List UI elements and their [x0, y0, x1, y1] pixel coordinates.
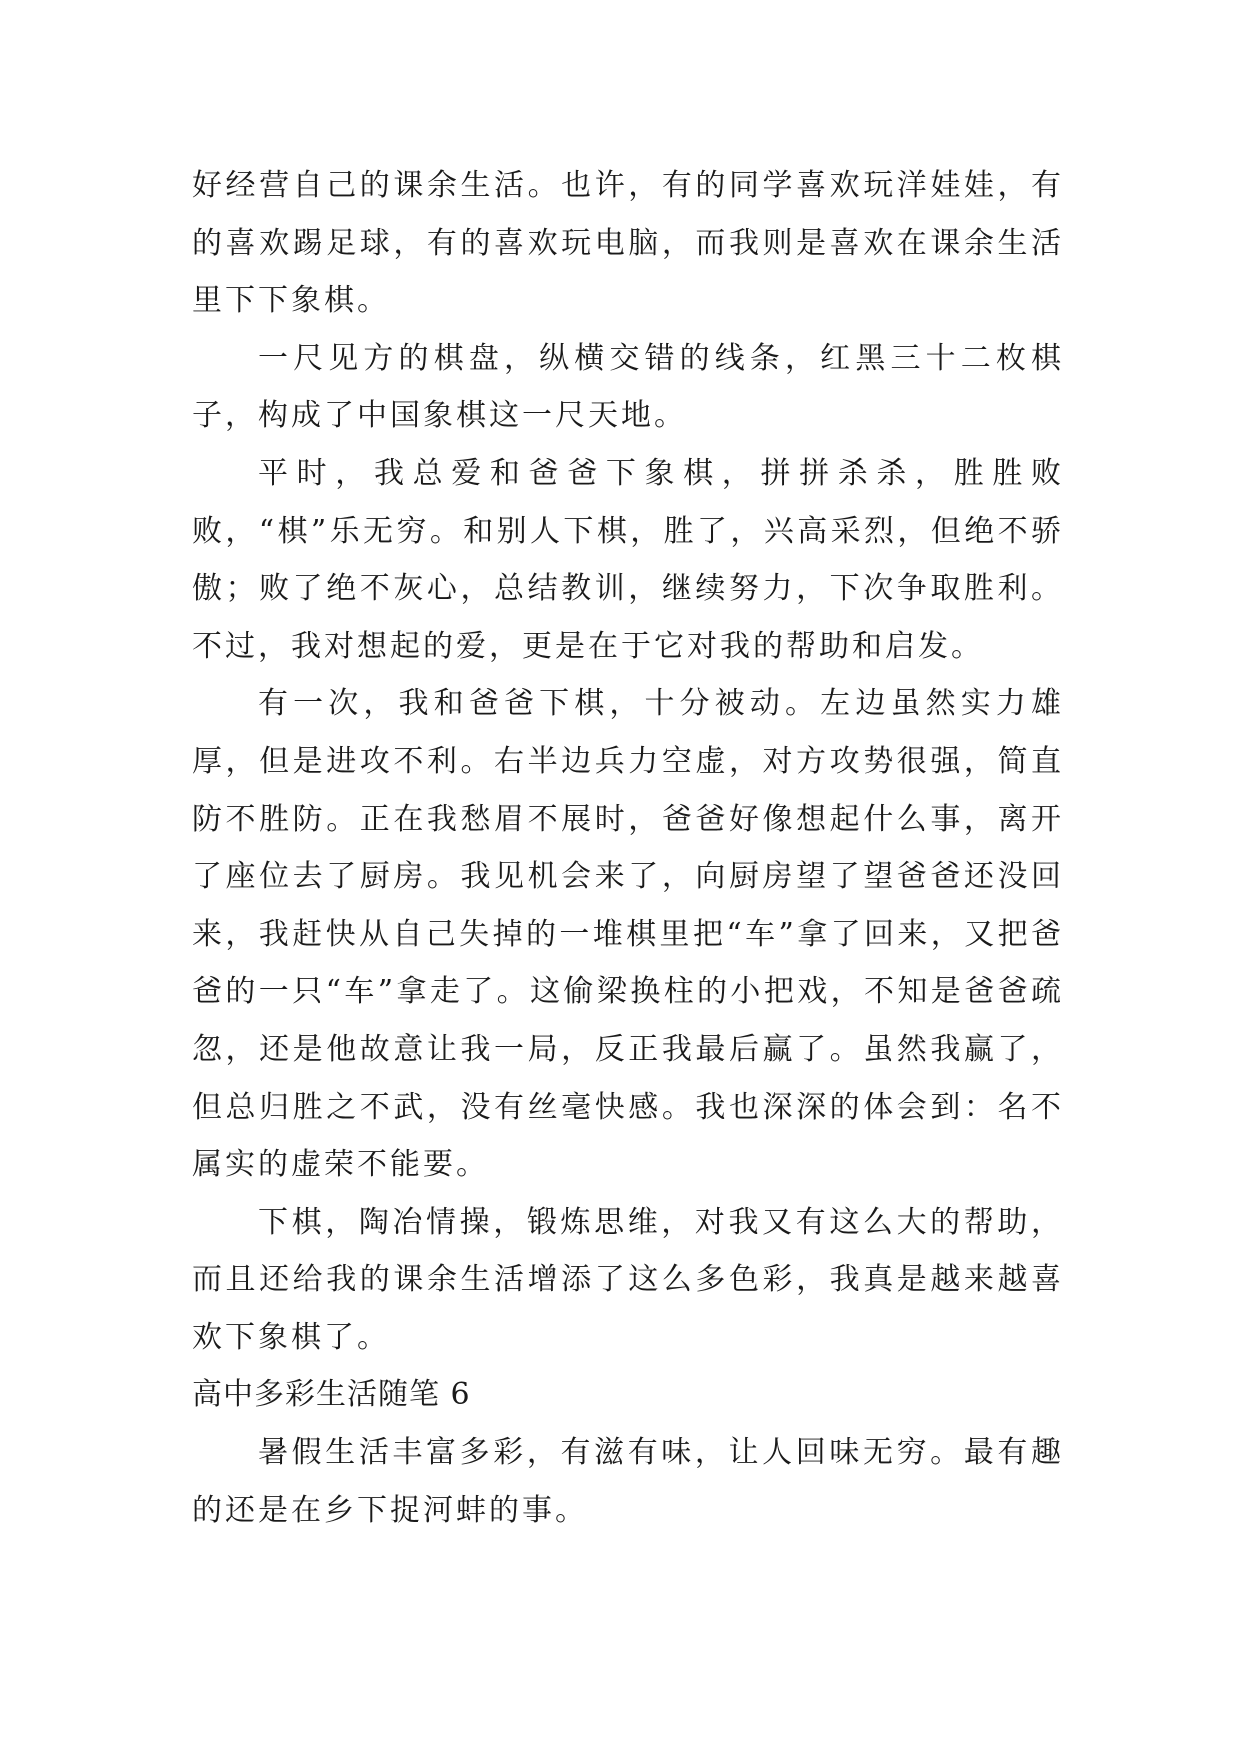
section-heading: 高中多彩生活随笔 6	[192, 1377, 471, 1413]
paragraph-chessboard: 一尺见方的棋盘，纵横交错的线条，红黑三十二枚棋子，构成了中国象棋这一尺天地。	[192, 340, 1064, 434]
paragraph-continued: 好经营自己的课余生活。也许，有的同学喜欢玩洋娃娃，有的喜欢踢足球，有的喜欢玩电脑，而我则是喜欢在课余生活里下下象棋。	[192, 168, 1064, 319]
paragraph-conclusion: 下棋，陶冶情操，锻炼思维，对我又有这么大的帮助，而且还给我的课余生活增添了这么多色彩，我真是越来越喜欢下象棋了。	[192, 1204, 1064, 1355]
document-body	[192, 157, 1064, 1539]
paragraph-summer: 暑假生活丰富多彩，有滋有味，让人回味无穷。最有趣的还是在乡下捉河蚌的事。	[192, 1435, 1064, 1528]
paragraph-playing-with-dad: 平时，我总爱和爸爸下象棋，拼拼杀杀，胜胜败败，“棋”乐无穷。和别人下棋，胜了，兴高采烈，但绝不骄傲；败了绝不灰心，总结教训，继续努力，下次争取胜利。不过，我对想起的爱，更是在于它对我的帮助和启发。	[192, 455, 1064, 664]
paragraph-story: 有一次，我和爸爸下棋，十分被动。左边虽然实力雄厚，但是进攻不利。右半边兵力空虚，对方攻势很强，简直防不胜防。正在我愁眉不展时，爸爸好像想起什么事，离开了座位去了厨房。我见机会来了，向厨房望了望爸爸还没回来，我赶快从自己失掉的一堆棋里把“车”拿了回来，又把爸爸的一只“车”拿走了。这偷梁换柱的小把戏，不知是爸爸疏忽，还是他故意让我一局，反正我最后赢了。虽然我赢了，但总归胜之不武，没有丝毫快感。我也深深的体会到：名不属实的虚荣不能要。	[192, 686, 1064, 1183]
